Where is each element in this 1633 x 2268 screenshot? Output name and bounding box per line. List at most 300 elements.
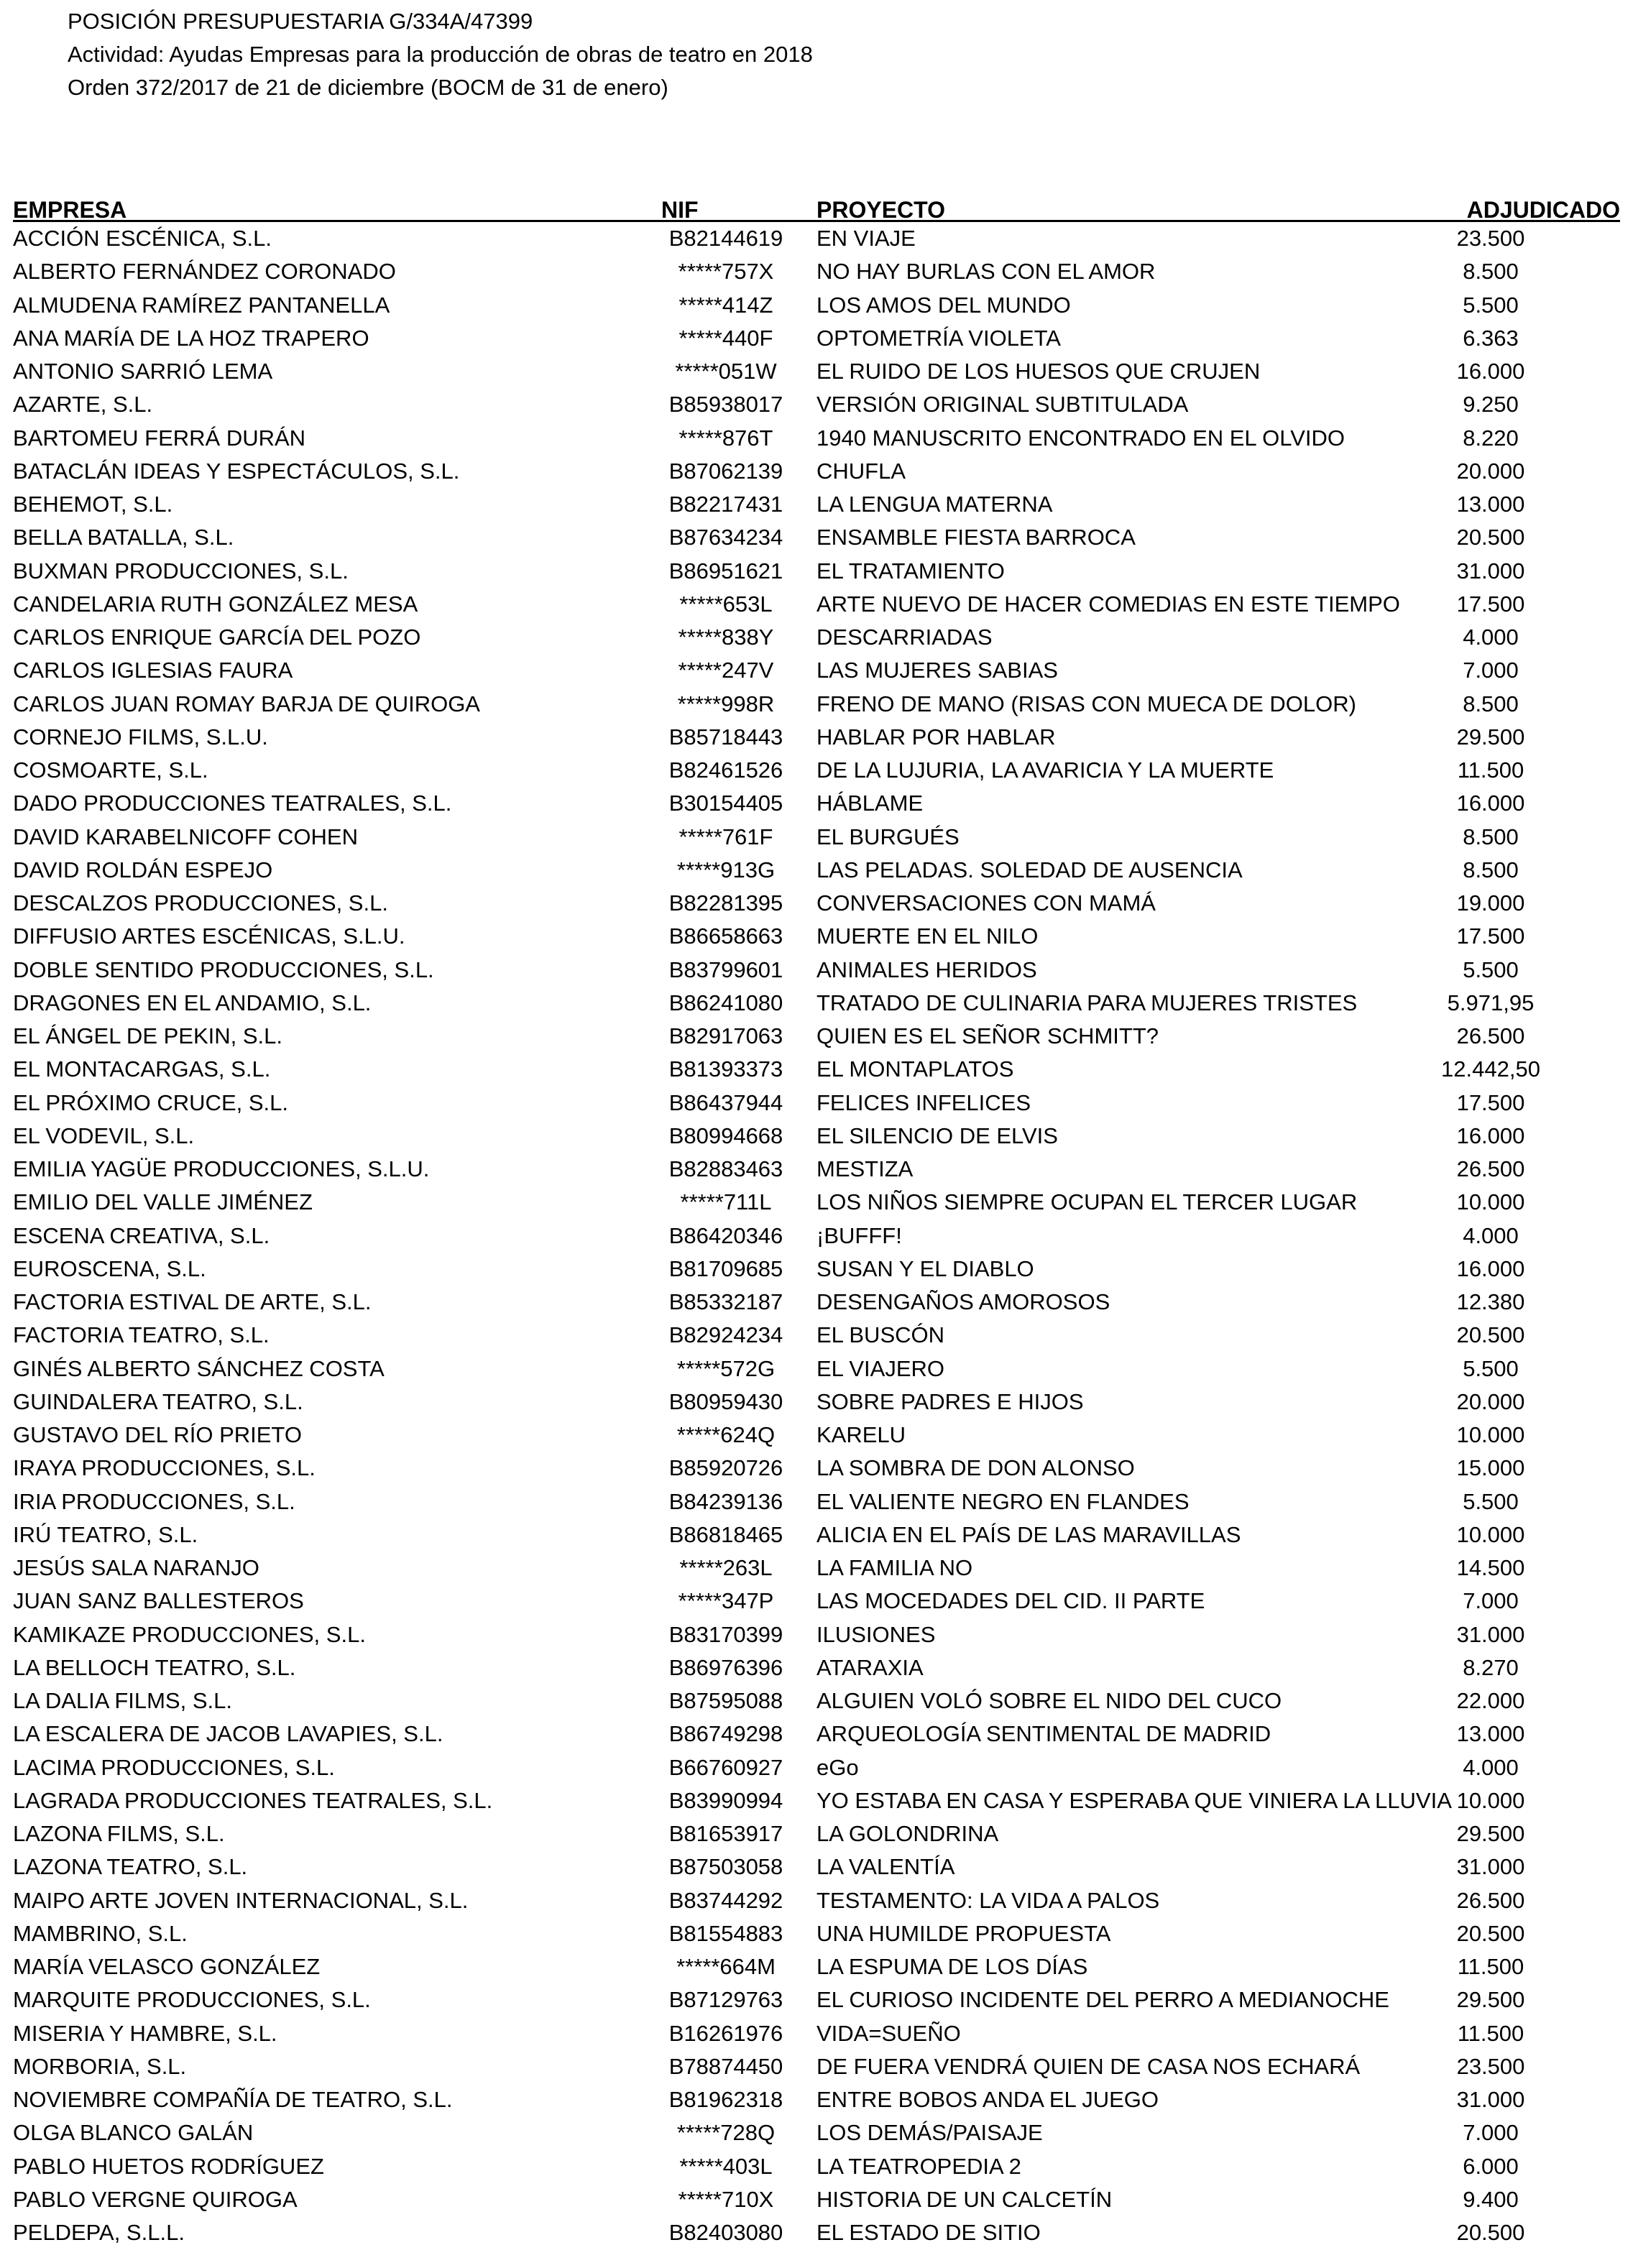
table-row [0, 2017, 1633, 2050]
adjudicado-cell: 29.500 [1456, 1987, 1525, 2013]
nif-cell: *****403L [679, 2153, 773, 2179]
nif-cell: B85938017 [668, 392, 783, 418]
proyecto-cell: EL BUSCÓN [816, 1322, 945, 1348]
empresa-cell: LAGRADA PRODUCCIONES TEATRALES, S.L. [13, 1787, 493, 1813]
adjudicado-cell: 4.000 [1463, 1222, 1519, 1248]
nif-cell: B86976396 [668, 1654, 783, 1680]
empresa-cell: EL VODEVIL, S.L. [13, 1123, 195, 1148]
adjudicado-cell: 17.500 [1456, 923, 1525, 949]
nif-cell: B85920726 [668, 1455, 783, 1481]
table-row [0, 322, 1633, 355]
table-row [0, 1386, 1633, 1419]
table-row [0, 987, 1633, 1020]
empresa-cell: DAVID KARABELNICOFF COHEN [13, 824, 359, 849]
proyecto-cell: MUERTE EN EL NILO [816, 923, 1039, 949]
proyecto-cell: ENSAMBLE FIESTA BARROCA [816, 525, 1136, 550]
adjudicado-cell: 7.000 [1463, 658, 1519, 683]
proyecto-cell: ALICIA EN EL PAÍS DE LAS MARAVILLAS [816, 1521, 1241, 1547]
table-row [0, 1352, 1633, 1386]
table-row [0, 1917, 1633, 1950]
nif-cell: B81393373 [668, 1056, 783, 1082]
adjudicado-cell: 17.500 [1456, 591, 1525, 617]
proyecto-cell: LAS PELADAS. SOLEDAD DE AUSENCIA [816, 857, 1243, 882]
nif-cell: *****653L [679, 591, 773, 617]
proyecto-cell: eGo [816, 1754, 859, 1780]
nif-cell: *****761F [678, 824, 773, 849]
nif-cell: *****728Q [676, 2120, 776, 2146]
table-row [0, 1153, 1633, 1186]
empresa-cell: OLGA BLANCO GALÁN [13, 2120, 254, 2146]
adjudicado-cell: 5.500 [1463, 956, 1519, 982]
empresa-cell: GUINDALERA TEATRO, S.L. [13, 1388, 303, 1414]
empresa-cell: AZARTE, S.L. [13, 392, 153, 418]
adjudicado-cell: 31.000 [1456, 1621, 1525, 1647]
proyecto-cell: CONVERSACIONES CON MAMÁ [816, 890, 1156, 916]
nif-cell: B66760927 [668, 1754, 783, 1780]
adjudicado-cell: 11.500 [1457, 2020, 1524, 2046]
table-row [0, 1552, 1633, 1585]
table-row [0, 255, 1633, 288]
empresa-cell: DESCALZOS PRODUCCIONES, S.L. [13, 890, 388, 916]
nif-cell: B87503058 [668, 1854, 783, 1880]
empresa-cell: ACCIÓN ESCÉNICA, S.L. [13, 226, 272, 251]
empresa-cell: MAMBRINO, S.L. [13, 1920, 188, 1946]
column-header-empresa: EMPRESA [13, 197, 127, 223]
adjudicado-cell: 7.000 [1463, 1588, 1519, 1614]
table-row [0, 455, 1633, 488]
empresa-cell: JESÚS SALA NARANJO [13, 1555, 259, 1580]
adjudicado-cell: 12.442,50 [1441, 1056, 1540, 1082]
empresa-cell: CARLOS ENRIQUE GARCÍA DEL POZO [13, 624, 421, 650]
empresa-cell: GUSTAVO DEL RÍO PRIETO [13, 1422, 302, 1447]
nif-cell: *****051W [675, 359, 777, 384]
empresa-cell: LA BELLOCH TEATRO, S.L. [13, 1654, 296, 1680]
nif-cell: *****998R [677, 691, 775, 716]
nif-cell: B87062139 [668, 458, 783, 484]
adjudicado-cell: 20.500 [1456, 1322, 1525, 1348]
proyecto-cell: HABLAR POR HABLAR [816, 724, 1056, 750]
table-row [0, 1253, 1633, 1286]
adjudicado-cell: 31.000 [1456, 1854, 1525, 1880]
proyecto-cell: EL MONTAPLATOS [816, 1056, 1014, 1082]
table-row [0, 1053, 1633, 1086]
empresa-cell: BATACLÁN IDEAS Y ESPECTÁCULOS, S.L. [13, 458, 460, 484]
proyecto-cell: FELICES INFELICES [816, 1089, 1031, 1115]
empresa-cell: EMILIA YAGÜE PRODUCCIONES, S.L.U. [13, 1156, 430, 1181]
proyecto-cell: 1940 MANUSCRITO ENCONTRADO EN EL OLVIDO [816, 425, 1345, 451]
proyecto-cell: EL RUIDO DE LOS HUESOS QUE CRUJEN [816, 359, 1261, 384]
empresa-cell: BARTOMEU FERRÁ DURÁN [13, 425, 306, 451]
table-row [0, 1850, 1633, 1884]
adjudicado-cell: 8.500 [1463, 857, 1519, 882]
empresa-cell: NOVIEMBRE COMPAÑÍA DE TEATRO, S.L. [13, 2087, 453, 2112]
nif-cell: *****247V [678, 658, 774, 683]
nif-cell: *****624Q [676, 1422, 776, 1447]
proyecto-cell: LOS NIÑOS SIEMPRE OCUPAN EL TERCER LUGAR [816, 1189, 1358, 1215]
adjudicado-cell: 8.270 [1463, 1654, 1519, 1680]
adjudicado-cell: 23.500 [1456, 2053, 1525, 2079]
nif-cell: B83170399 [668, 1621, 783, 1647]
empresa-cell: MISERIA Y HAMBRE, S.L. [13, 2020, 277, 2046]
table-row [0, 588, 1633, 621]
nif-cell: B78874450 [668, 2053, 783, 2079]
adjudicado-cell: 16.000 [1456, 790, 1525, 816]
proyecto-cell: LA VALENTÍA [816, 1854, 955, 1880]
empresa-cell: EL MONTACARGAS, S.L. [13, 1056, 271, 1082]
adjudicado-cell: 19.000 [1456, 890, 1525, 916]
empresa-cell: EUROSCENA, S.L. [13, 1255, 206, 1281]
nif-cell: B86749298 [668, 1721, 783, 1747]
order-line: Orden 372/2017 de 21 de diciembre (BOCM de 31 de enero) [68, 75, 668, 100]
table-row [0, 854, 1633, 887]
proyecto-cell: SOBRE PADRES E HIJOS [816, 1388, 1084, 1414]
adjudicado-cell: 15.000 [1456, 1455, 1525, 1481]
empresa-cell: EMILIO DEL VALLE JIMÉNEZ [13, 1189, 313, 1215]
proyecto-cell: ARTE NUEVO DE HACER COMEDIAS EN ESTE TIEMPO [816, 591, 1400, 617]
proyecto-cell: UNA HUMILDE PROPUESTA [816, 1920, 1111, 1946]
adjudicado-cell: 16.000 [1456, 1123, 1525, 1148]
nif-cell: *****263L [679, 1555, 773, 1580]
adjudicado-cell: 12.380 [1456, 1289, 1525, 1314]
nif-cell: B82281395 [668, 890, 783, 916]
nif-cell: *****838Y [678, 624, 774, 650]
nif-cell: B81554883 [668, 1920, 783, 1946]
table-row [0, 1950, 1633, 1983]
proyecto-cell: DE FUERA VENDRÁ QUIEN DE CASA NOS ECHARÁ [816, 2053, 1361, 2079]
nif-cell: B80994668 [668, 1123, 783, 1148]
empresa-cell: FACTORIA TEATRO, S.L. [13, 1322, 270, 1348]
table-row [0, 1020, 1633, 1053]
nif-cell: *****440F [678, 325, 773, 351]
adjudicado-cell: 5.500 [1463, 1488, 1519, 1514]
empresa-cell: DRAGONES EN EL ANDAMIO, S.L. [13, 990, 372, 1015]
adjudicado-cell: 5.971,95 [1447, 990, 1535, 1015]
adjudicado-cell: 7.000 [1463, 2120, 1519, 2146]
empresa-cell: CORNEJO FILMS, S.L.U. [13, 724, 268, 750]
table-row [0, 488, 1633, 521]
proyecto-cell: HÁBLAME [816, 790, 924, 816]
adjudicado-cell: 20.500 [1456, 2220, 1525, 2245]
proyecto-cell: HISTORIA DE UN CALCETÍN [816, 2186, 1113, 2212]
nif-cell: B81709685 [668, 1255, 783, 1281]
proyecto-cell: LA ESPUMA DE LOS DÍAS [816, 1954, 1088, 1979]
table-row [0, 1120, 1633, 1153]
nif-cell: B82883463 [668, 1156, 783, 1181]
proyecto-cell: DE LA LUJURIA, LA AVARICIA Y LA MUERTE [816, 757, 1274, 783]
proyecto-cell: TRATADO DE CULINARIA PARA MUJERES TRISTES [816, 990, 1358, 1015]
adjudicado-cell: 23.500 [1456, 226, 1525, 251]
adjudicado-cell: 8.500 [1463, 259, 1519, 285]
proyecto-cell: DESCARRIADAS [816, 624, 993, 650]
nif-cell: B81653917 [668, 1821, 783, 1846]
nif-cell: *****913G [676, 857, 776, 882]
table-row [0, 1884, 1633, 1917]
table-row [0, 1751, 1633, 1784]
proyecto-cell: ALGUIEN VOLÓ SOBRE EL NIDO DEL CUCO [816, 1688, 1282, 1713]
empresa-cell: CANDELARIA RUTH GONZÁLEZ MESA [13, 591, 418, 617]
proyecto-cell: TESTAMENTO: LA VIDA A PALOS [816, 1887, 1160, 1913]
proyecto-cell: NO HAY BURLAS CON EL AMOR [816, 259, 1156, 285]
proyecto-cell: LA FAMILIA NO [816, 1555, 973, 1580]
empresa-cell: LA DALIA FILMS, S.L. [13, 1688, 232, 1713]
nif-cell: B86818465 [668, 1521, 783, 1547]
table-row [0, 1817, 1633, 1850]
nif-cell: B87634234 [668, 525, 783, 550]
column-header-proyecto: PROYECTO [816, 197, 945, 223]
adjudicado-cell: 10.000 [1456, 1521, 1525, 1547]
proyecto-cell: LA TEATROPEDIA 2 [816, 2153, 1021, 2179]
nif-cell: B83744292 [668, 1887, 783, 1913]
proyecto-cell: OPTOMETRÍA VIOLETA [816, 325, 1061, 351]
proyecto-cell: VIDA=SUEÑO [816, 2020, 961, 2046]
proyecto-cell: LA LENGUA MATERNA [816, 492, 1053, 517]
nif-cell: *****710X [678, 2186, 774, 2212]
nif-cell: *****876T [678, 425, 773, 451]
column-header-adjudicado: ADJUDICADO [1466, 197, 1620, 223]
adjudicado-cell: 16.000 [1456, 359, 1525, 384]
empresa-cell: IRAYA PRODUCCIONES, S.L. [13, 1455, 316, 1481]
table-row [0, 555, 1633, 588]
empresa-cell: JUAN SANZ BALLESTEROS [13, 1588, 304, 1614]
nif-cell: B82461526 [668, 757, 783, 783]
adjudicado-cell: 26.500 [1456, 1887, 1525, 1913]
adjudicado-cell: 20.500 [1456, 525, 1525, 550]
adjudicado-cell: 5.500 [1463, 1355, 1519, 1381]
empresa-cell: PELDEPA, S.L.L. [13, 2220, 185, 2245]
table-row [0, 2150, 1633, 2183]
table-row [0, 289, 1633, 322]
adjudicado-cell: 4.000 [1463, 1754, 1519, 1780]
table-row [0, 1651, 1633, 1684]
adjudicado-cell: 6.000 [1463, 2153, 1519, 2179]
proyecto-cell: FRENO DE MANO (RISAS CON MUECA DE DOLOR) [816, 691, 1356, 716]
nif-cell: B83799601 [668, 956, 783, 982]
empresa-cell: MARQUITE PRODUCCIONES, S.L. [13, 1987, 371, 2013]
adjudicado-cell: 8.500 [1463, 691, 1519, 716]
adjudicado-cell: 8.220 [1463, 425, 1519, 451]
proyecto-cell: MESTIZA [816, 1156, 914, 1181]
table-row [0, 355, 1633, 388]
adjudicado-cell: 6.363 [1463, 325, 1519, 351]
table-row [0, 1983, 1633, 2016]
nif-cell: B82217431 [668, 492, 783, 517]
proyecto-cell: EL TRATAMIENTO [816, 558, 1005, 584]
proyecto-cell: KARELU [816, 1422, 906, 1447]
table-row [0, 1585, 1633, 1618]
empresa-cell: CARLOS JUAN ROMAY BARJA DE QUIROGA [13, 691, 480, 716]
empresa-cell: BUXMAN PRODUCCIONES, S.L. [13, 558, 349, 584]
proyecto-cell: LA SOMBRA DE DON ALONSO [816, 1455, 1135, 1481]
proyecto-cell: SUSAN Y EL DIABLO [816, 1255, 1034, 1281]
grants-table-body [0, 222, 1633, 2249]
nif-cell: B86420346 [668, 1222, 783, 1248]
empresa-cell: MARÍA VELASCO GONZÁLEZ [13, 1954, 321, 1979]
adjudicado-cell: 20.000 [1456, 458, 1525, 484]
empresa-cell: ALMUDENA RAMÍREZ PANTANELLA [13, 292, 390, 318]
table-row [0, 954, 1633, 987]
table-row [0, 2083, 1633, 2116]
empresa-cell: LACIMA PRODUCCIONES, S.L. [13, 1754, 335, 1780]
nif-cell: B30154405 [668, 790, 783, 816]
adjudicado-cell: 11.500 [1457, 1954, 1524, 1979]
nif-cell: B86241080 [668, 990, 783, 1015]
empresa-cell: LAZONA FILMS, S.L. [13, 1821, 225, 1846]
proyecto-cell: ILUSIONES [816, 1621, 936, 1647]
adjudicado-cell: 29.500 [1456, 724, 1525, 750]
table-row [0, 787, 1633, 820]
empresa-cell: COSMOARTE, S.L. [13, 757, 208, 783]
empresa-cell: LA ESCALERA DE JACOB LAVAPIES, S.L. [13, 1721, 443, 1747]
proyecto-cell: EL VALIENTE NEGRO EN FLANDES [816, 1488, 1190, 1514]
table-row [0, 688, 1633, 721]
empresa-cell: IRÚ TEATRO, S.L. [13, 1521, 198, 1547]
nif-cell: *****347P [678, 1588, 774, 1614]
nif-cell: B82403080 [668, 2220, 783, 2245]
adjudicado-cell: 10.000 [1456, 1189, 1525, 1215]
empresa-cell: PABLO HUETOS RODRÍGUEZ [13, 2153, 324, 2179]
empresa-cell: GINÉS ALBERTO SÁNCHEZ COSTA [13, 1355, 385, 1381]
empresa-cell: IRIA PRODUCCIONES, S.L. [13, 1488, 295, 1514]
nif-cell: B84239136 [668, 1488, 783, 1514]
proyecto-cell: ENTRE BOBOS ANDA EL JUEGO [816, 2087, 1159, 2112]
table-row [0, 1087, 1633, 1120]
nif-cell: B82144619 [668, 226, 783, 251]
empresa-cell: DIFFUSIO ARTES ESCÉNICAS, S.L.U. [13, 923, 405, 949]
table-row [0, 920, 1633, 953]
nif-cell: B87129763 [668, 1987, 783, 2013]
adjudicado-cell: 31.000 [1456, 558, 1525, 584]
adjudicado-cell: 10.000 [1456, 1787, 1525, 1813]
nif-cell: B82924234 [668, 1322, 783, 1348]
table-row [0, 821, 1633, 854]
adjudicado-cell: 16.000 [1456, 1255, 1525, 1281]
table-row [0, 2183, 1633, 2216]
empresa-cell: PABLO VERGNE QUIROGA [13, 2186, 298, 2212]
adjudicado-cell: 13.000 [1456, 492, 1525, 517]
table-row [0, 1518, 1633, 1552]
empresa-cell: MORBORIA, S.L. [13, 2053, 187, 2079]
empresa-cell: BEHEMOT, S.L. [13, 492, 173, 517]
nif-cell: B86951621 [668, 558, 783, 584]
proyecto-cell: EN VIAJE [816, 226, 916, 251]
table-row [0, 887, 1633, 920]
empresa-cell: DADO PRODUCCIONES TEATRALES, S.L. [13, 790, 452, 816]
nif-cell: *****664M [676, 1954, 776, 1979]
proyecto-cell: EL BURGUÉS [816, 824, 960, 849]
empresa-cell: CARLOS IGLESIAS FAURA [13, 658, 293, 683]
proyecto-cell: YO ESTABA EN CASA Y ESPERABA QUE VINIERA LA LLUVIA [816, 1787, 1452, 1813]
adjudicado-cell: 5.500 [1463, 292, 1519, 318]
empresa-cell: KAMIKAZE PRODUCCIONES, S.L. [13, 1621, 366, 1647]
nif-cell: B83990994 [668, 1787, 783, 1813]
table-row [0, 621, 1633, 654]
empresa-cell: FACTORIA ESTIVAL DE ARTE, S.L. [13, 1289, 372, 1314]
table-row [0, 654, 1633, 687]
budget-position-line: POSICIÓN PRESUPUESTARIA G/334A/47399 [68, 9, 533, 34]
nif-cell: *****711L [680, 1189, 772, 1215]
adjudicado-cell: 29.500 [1456, 1821, 1525, 1846]
table-row [0, 422, 1633, 455]
table-row [0, 1485, 1633, 1518]
nif-cell: B16261976 [668, 2020, 783, 2046]
adjudicado-cell: 14.500 [1456, 1555, 1525, 1580]
table-row [0, 1784, 1633, 1817]
activity-line: Actividad: Ayudas Empresas para la producción de obras de teatro en 2018 [68, 42, 813, 67]
proyecto-cell: LAS MUJERES SABIAS [816, 658, 1058, 683]
empresa-cell: LAZONA TEATRO, S.L. [13, 1854, 248, 1880]
table-row [0, 1319, 1633, 1352]
adjudicado-cell: 20.500 [1456, 1920, 1525, 1946]
empresa-cell: EL PRÓXIMO CRUCE, S.L. [13, 1089, 288, 1115]
table-row [0, 222, 1633, 255]
adjudicado-cell: 31.000 [1456, 2087, 1525, 2112]
proyecto-cell: LA GOLONDRINA [816, 1821, 999, 1846]
nif-cell: B85718443 [668, 724, 783, 750]
proyecto-cell: CHUFLA [816, 458, 906, 484]
nif-cell: *****757X [678, 259, 774, 285]
table-row [0, 2050, 1633, 2083]
proyecto-cell: EL CURIOSO INCIDENTE DEL PERRO A MEDIANOCHE [816, 1987, 1389, 2013]
table-row [0, 2116, 1633, 2149]
proyecto-cell: EL ESTADO DE SITIO [816, 2220, 1041, 2245]
proyecto-cell: VERSIÓN ORIGINAL SUBTITULADA [816, 392, 1189, 418]
nif-cell: B82917063 [668, 1023, 783, 1048]
adjudicado-cell: 10.000 [1456, 1422, 1525, 1447]
empresa-cell: DOBLE SENTIDO PRODUCCIONES, S.L. [13, 956, 434, 982]
empresa-cell: ESCENA CREATIVA, S.L. [13, 1222, 270, 1248]
nif-cell: B86437944 [668, 1089, 783, 1115]
empresa-cell: MAIPO ARTE JOVEN INTERNACIONAL, S.L. [13, 1887, 469, 1913]
empresa-cell: ALBERTO FERNÁNDEZ CORONADO [13, 259, 396, 285]
table-row [0, 521, 1633, 554]
table-row [0, 1186, 1633, 1219]
adjudicado-cell: 4.000 [1463, 624, 1519, 650]
nif-cell: *****572G [676, 1355, 776, 1381]
nif-cell: B85332187 [668, 1289, 783, 1314]
adjudicado-cell: 9.400 [1463, 2186, 1519, 2212]
proyecto-cell: DESENGAÑOS AMOROSOS [816, 1289, 1110, 1314]
adjudicado-cell: 8.500 [1463, 824, 1519, 849]
empresa-cell: ANTONIO SARRIÓ LEMA [13, 359, 273, 384]
adjudicado-cell: 9.250 [1463, 392, 1519, 418]
empresa-cell: EL ÁNGEL DE PEKIN, S.L. [13, 1023, 283, 1048]
table-row [0, 1684, 1633, 1718]
table-row [0, 1220, 1633, 1253]
adjudicado-cell: 13.000 [1456, 1721, 1525, 1747]
proyecto-cell: QUIEN ES EL SEÑOR SCHMITT? [816, 1023, 1159, 1048]
table-row [0, 1419, 1633, 1452]
adjudicado-cell: 11.500 [1457, 757, 1524, 783]
empresa-cell: BELLA BATALLA, S.L. [13, 525, 234, 550]
empresa-cell: DAVID ROLDÁN ESPEJO [13, 857, 273, 882]
proyecto-cell: ANIMALES HERIDOS [816, 956, 1037, 982]
table-row [0, 1452, 1633, 1485]
proyecto-cell: LAS MOCEDADES DEL CID. II PARTE [816, 1588, 1205, 1614]
empresa-cell: ANA MARÍA DE LA HOZ TRAPERO [13, 325, 369, 351]
proyecto-cell: LOS AMOS DEL MUNDO [816, 292, 1071, 318]
column-header-nif: NIF [661, 197, 699, 223]
adjudicado-cell: 22.000 [1456, 1688, 1525, 1713]
proyecto-cell: EL VIAJERO [816, 1355, 945, 1381]
table-row [0, 721, 1633, 754]
table-row [0, 754, 1633, 787]
adjudicado-cell: 26.500 [1456, 1156, 1525, 1181]
adjudicado-cell: 26.500 [1456, 1023, 1525, 1048]
table-row [0, 388, 1633, 421]
table-row [0, 2216, 1633, 2249]
nif-cell: B81962318 [668, 2087, 783, 2112]
table-row [0, 1718, 1633, 1751]
